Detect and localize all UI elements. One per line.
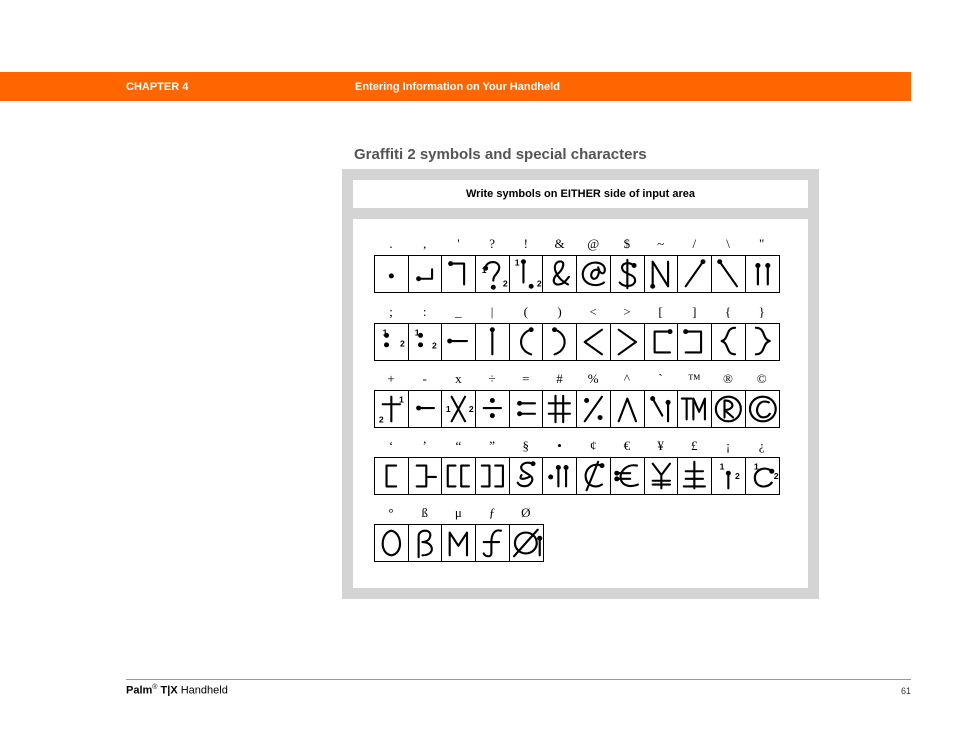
graffiti-stroke-icon bbox=[409, 391, 443, 427]
symbol-label: ( bbox=[523, 304, 528, 319]
svg-text:1: 1 bbox=[719, 461, 725, 472]
graffiti-stroke-icon bbox=[476, 525, 510, 561]
panel-caption: Write symbols on EITHER side of input area bbox=[353, 180, 808, 208]
graffiti-stroke-icon bbox=[442, 324, 476, 360]
symbol-label: ^ bbox=[623, 371, 630, 386]
symbol-label: | bbox=[490, 304, 494, 319]
graffiti-stroke-icon bbox=[510, 256, 544, 292]
graffiti-stroke-icon bbox=[712, 391, 746, 427]
footer-reg-mark: ® bbox=[152, 684, 158, 691]
svg-text:1: 1 bbox=[446, 403, 452, 414]
symbol-label: % bbox=[587, 371, 599, 386]
symbol-label: \ bbox=[726, 236, 730, 251]
graffiti-stroke-icon bbox=[510, 324, 544, 360]
graffiti-stroke-icon bbox=[543, 391, 577, 427]
symbol-label: ® bbox=[723, 371, 733, 386]
graffiti-stroke-icon bbox=[678, 256, 712, 292]
graffiti-stroke-icon bbox=[409, 525, 443, 561]
symbol-label: ? bbox=[489, 236, 495, 251]
graffiti-stroke-icon bbox=[442, 458, 476, 494]
svg-text:2: 2 bbox=[502, 278, 508, 289]
chapter-label: CHAPTER 4 bbox=[126, 81, 189, 93]
footer-product bbox=[126, 684, 228, 697]
symbol-label: , bbox=[423, 236, 427, 251]
symbol-label: § bbox=[522, 438, 530, 453]
graffiti-stroke-icon bbox=[375, 525, 409, 561]
symbol-label: ; bbox=[389, 304, 393, 319]
symbol-label: Ø bbox=[521, 505, 531, 520]
graffiti-stroke-icon bbox=[476, 391, 510, 427]
graffiti-stroke-icon bbox=[678, 458, 712, 494]
graffiti-stroke-icon bbox=[611, 256, 645, 292]
symbol-label: ¿ bbox=[758, 438, 765, 453]
symbol-label: ~ bbox=[657, 236, 665, 251]
graffiti-stroke-icon bbox=[645, 256, 679, 292]
section-title: Entering Information on Your Handheld bbox=[355, 81, 560, 93]
symbol-label: ÷ bbox=[488, 371, 496, 386]
graffiti-stroke-icon bbox=[712, 324, 746, 360]
graffiti-stroke-icon bbox=[409, 256, 443, 292]
stroke-boxes bbox=[374, 524, 544, 562]
graffiti-stroke-icon bbox=[611, 391, 645, 427]
symbol-label: ) bbox=[557, 304, 562, 319]
graffiti-stroke-icon bbox=[577, 324, 611, 360]
symbol-label: ƒ bbox=[488, 505, 496, 520]
graffiti-stroke-icon bbox=[510, 525, 544, 561]
graffiti-stroke-icon bbox=[577, 391, 611, 427]
symbol-label: # bbox=[556, 371, 563, 386]
graffiti-stroke-icon bbox=[543, 256, 577, 292]
svg-text:2: 2 bbox=[378, 414, 384, 425]
stroke-boxes bbox=[374, 255, 780, 293]
symbol-label: ‘ bbox=[388, 438, 394, 453]
svg-text:1: 1 bbox=[399, 394, 404, 405]
symbol-label: ¥ bbox=[657, 438, 664, 453]
symbol-label: { bbox=[724, 304, 732, 319]
symbol-label: ° bbox=[388, 505, 394, 520]
graffiti-stroke-icon bbox=[476, 256, 510, 292]
page-number: 61 bbox=[900, 686, 911, 696]
graffiti-stroke-icon bbox=[510, 391, 544, 427]
svg-text:1: 1 bbox=[382, 327, 388, 338]
symbol-label: < bbox=[589, 304, 597, 319]
symbol-label: . bbox=[389, 236, 393, 251]
symbol-label: : bbox=[422, 304, 427, 319]
symbol-label: ß bbox=[421, 505, 428, 520]
symbol-label: ' bbox=[457, 236, 460, 251]
footer-product-name: Handheld bbox=[180, 684, 228, 697]
symbol-label: ` bbox=[658, 371, 663, 386]
symbol-label: } bbox=[758, 304, 765, 319]
footer-brand: Palm bbox=[126, 684, 153, 697]
svg-text:1: 1 bbox=[414, 327, 420, 338]
symbol-label: ! bbox=[523, 236, 528, 251]
symbol-label: ” bbox=[489, 438, 495, 453]
symbol-label: ] bbox=[692, 304, 697, 319]
graffiti-stroke-icon bbox=[645, 391, 679, 427]
symbol-label: x bbox=[455, 371, 462, 386]
symbol-label: [ bbox=[658, 304, 663, 319]
symbol-label: _ bbox=[455, 304, 462, 319]
graffiti-stroke-icon bbox=[442, 525, 476, 561]
graffiti-stroke-icon bbox=[611, 324, 645, 360]
svg-text:2: 2 bbox=[773, 471, 779, 481]
svg-text:2: 2 bbox=[431, 340, 437, 351]
symbol-label: ¡ bbox=[725, 438, 731, 453]
symbol-label: / bbox=[692, 236, 697, 251]
graffiti-stroke-icon bbox=[577, 256, 611, 292]
graffiti-stroke-icon bbox=[476, 458, 510, 494]
symbol-label: € bbox=[623, 438, 631, 453]
footer-divider bbox=[126, 679, 911, 680]
graffiti-stroke-icon bbox=[409, 458, 443, 494]
chapter-header-bar bbox=[0, 72, 911, 101]
symbol-label: & bbox=[554, 236, 565, 251]
symbol-label: μ bbox=[454, 505, 462, 520]
graffiti-stroke-icon bbox=[645, 458, 679, 494]
symbol-label: = bbox=[522, 371, 530, 386]
graffiti-stroke-icon bbox=[442, 256, 476, 292]
symbol-label: + bbox=[387, 371, 395, 386]
symbol-label: > bbox=[623, 304, 631, 319]
symbol-label: - bbox=[422, 371, 427, 386]
graffiti-stroke-icon bbox=[375, 324, 409, 360]
graffiti-stroke-icon bbox=[746, 391, 780, 427]
symbol-label: • bbox=[557, 438, 562, 453]
graffiti-stroke-icon bbox=[543, 458, 577, 494]
symbol-label: ¢ bbox=[589, 438, 597, 453]
stroke-boxes bbox=[374, 457, 780, 495]
graffiti-stroke-icon bbox=[442, 391, 476, 427]
graffiti-stroke-icon bbox=[577, 458, 611, 494]
graffiti-stroke-icon bbox=[375, 458, 409, 494]
symbol-label: $ bbox=[623, 236, 631, 251]
svg-text:2: 2 bbox=[469, 403, 475, 414]
graffiti-stroke-icon bbox=[712, 256, 746, 292]
graffiti-stroke-icon bbox=[409, 324, 443, 360]
graffiti-stroke-icon bbox=[678, 391, 712, 427]
symbol-label: £ bbox=[691, 438, 698, 453]
graffiti-stroke-icon bbox=[543, 324, 577, 360]
graffiti-stroke-icon bbox=[476, 324, 510, 360]
svg-text:1: 1 bbox=[753, 461, 759, 472]
stroke-boxes bbox=[374, 390, 780, 428]
svg-text:2: 2 bbox=[536, 278, 542, 289]
symbol-label: ™ bbox=[687, 371, 701, 386]
symbol-label: @ bbox=[587, 236, 600, 251]
stroke-boxes bbox=[374, 323, 780, 361]
footer-model: T|X bbox=[160, 684, 178, 697]
graffiti-stroke-icon bbox=[678, 324, 712, 360]
symbol-label: “ bbox=[455, 438, 462, 453]
graffiti-stroke-icon bbox=[645, 324, 679, 360]
graffiti-stroke-icon bbox=[746, 458, 780, 494]
graffiti-stroke-icon bbox=[375, 391, 409, 427]
symbol-label: © bbox=[756, 371, 767, 386]
svg-text:1: 1 bbox=[481, 265, 487, 276]
graffiti-stroke-icon bbox=[712, 458, 746, 494]
figure-title: Graffiti 2 symbols and special characters bbox=[354, 146, 647, 163]
symbol-label: " bbox=[759, 236, 765, 251]
graffiti-stroke-icon bbox=[510, 458, 544, 494]
graffiti-stroke-icon bbox=[746, 256, 780, 292]
svg-text:2: 2 bbox=[399, 338, 405, 349]
graffiti-stroke-icon bbox=[746, 324, 780, 360]
svg-text:2: 2 bbox=[734, 470, 740, 481]
svg-text:1: 1 bbox=[514, 257, 520, 268]
graffiti-stroke-icon bbox=[375, 256, 409, 292]
symbol-label: ’ bbox=[422, 438, 427, 453]
graffiti-stroke-icon bbox=[611, 458, 645, 494]
